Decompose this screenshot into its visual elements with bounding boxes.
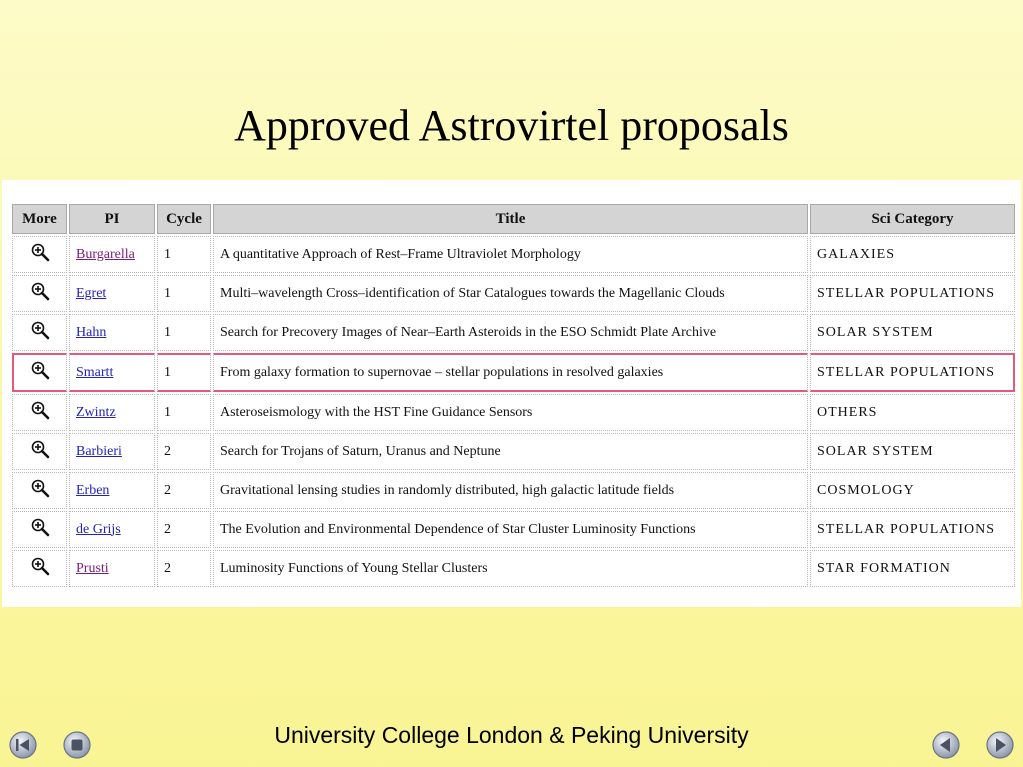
previous-slide-icon[interactable] (931, 730, 961, 760)
zoom-in-icon[interactable] (30, 360, 50, 385)
cycle-cell: 1 (157, 353, 211, 392)
title-cell: Luminosity Functions of Young Stellar Clusters (213, 550, 808, 587)
title-cell: A quantitative Approach of Rest–Frame Ultraviolet Morphology (213, 236, 808, 273)
pi-cell (69, 314, 155, 351)
zoom-in-icon[interactable] (30, 281, 50, 306)
proposals-panel (2, 180, 1021, 607)
sci-category-cell: SOLAR SYSTEM (810, 314, 1015, 351)
pi-link[interactable]: Erben (76, 482, 110, 498)
title-cell: Gravitational lensing studies in randomly distributed, high galactic latitude fields (213, 472, 808, 509)
more-cell (12, 511, 67, 548)
table-row (12, 511, 1015, 548)
more-cell (12, 236, 67, 273)
pi-cell (69, 394, 155, 431)
table-body (12, 236, 1015, 587)
zoom-in-icon[interactable] (30, 242, 50, 267)
more-cell (12, 472, 67, 509)
pi-cell (69, 511, 155, 548)
zoom-in-icon[interactable] (30, 517, 50, 542)
pi-cell (69, 275, 155, 312)
end-show-icon[interactable] (62, 730, 92, 760)
sci-category-cell: GALAXIES (810, 236, 1015, 273)
footer-text: University College London & Peking University (274, 722, 749, 748)
pi-link[interactable]: Smartt (76, 364, 114, 380)
cycle-cell: 1 (157, 275, 211, 312)
more-cell (12, 314, 67, 351)
next-slide-icon[interactable] (985, 730, 1015, 760)
cycle-cell: 1 (157, 236, 211, 273)
pi-link[interactable]: Hahn (76, 324, 107, 340)
table-row (12, 236, 1015, 273)
header-more: More (12, 204, 67, 234)
table-row (12, 550, 1015, 587)
sci-category-cell: STELLAR POPULATIONS (810, 275, 1015, 312)
pi-link[interactable]: de Grijs (76, 521, 121, 537)
title-cell: From galaxy formation to supernovae – stellar populations in resolved galaxies (213, 353, 808, 392)
more-cell (12, 275, 67, 312)
sci-category-cell: COSMOLOGY (810, 472, 1015, 509)
sci-category-cell: SOLAR SYSTEM (810, 433, 1015, 470)
pi-cell (69, 550, 155, 587)
cycle-cell: 2 (157, 511, 211, 548)
header-title: Title (213, 204, 808, 234)
zoom-in-icon[interactable] (30, 556, 50, 581)
pi-link[interactable]: Zwintz (76, 404, 116, 420)
sci-category-cell: STELLAR POPULATIONS (810, 511, 1015, 548)
zoom-in-icon[interactable] (30, 439, 50, 464)
pi-link[interactable]: Egret (76, 285, 107, 301)
table-row (12, 314, 1015, 351)
proposals-table (10, 202, 1017, 589)
sci-category-cell: STELLAR POPULATIONS (810, 353, 1015, 392)
table-row (12, 353, 1015, 392)
sci-category-cell: OTHERS (810, 394, 1015, 431)
slide-title: Approved Astrovirtel proposals (234, 101, 789, 150)
zoom-in-icon[interactable] (30, 320, 50, 345)
pi-cell (69, 472, 155, 509)
pi-cell (69, 353, 155, 392)
pi-link[interactable]: Prusti (76, 560, 109, 576)
table-header-row (12, 204, 1015, 234)
more-cell (12, 550, 67, 587)
first-slide-icon[interactable] (8, 730, 38, 760)
pi-cell (69, 236, 155, 273)
cycle-cell: 2 (157, 472, 211, 509)
more-cell (12, 433, 67, 470)
header-sci-category: Sci Category (810, 204, 1015, 234)
more-cell (12, 394, 67, 431)
table-row (12, 275, 1015, 312)
header-pi: PI (69, 204, 155, 234)
header-cycle: Cycle (157, 204, 211, 234)
title-cell: Multi–wavelength Cross–identification of Star Catalogues towards the Magellanic Clouds (213, 275, 808, 312)
title-cell: Search for Precovery Images of Near–Earth Asteroids in the ESO Schmidt Plate Archive (213, 314, 808, 351)
cycle-cell: 1 (157, 314, 211, 351)
zoom-in-icon[interactable] (30, 400, 50, 425)
title-cell: Asteroseismology with the HST Fine Guidance Sensors (213, 394, 808, 431)
zoom-in-icon[interactable] (30, 478, 50, 503)
cycle-cell: 2 (157, 433, 211, 470)
title-cell: The Evolution and Environmental Dependence of Star Cluster Luminosity Functions (213, 511, 808, 548)
pi-link[interactable]: Burgarella (76, 246, 135, 262)
sci-category-cell: STAR FORMATION (810, 550, 1015, 587)
title-cell: Search for Trojans of Saturn, Uranus and Neptune (213, 433, 808, 470)
pi-link[interactable]: Barbieri (76, 443, 122, 459)
table-row (12, 472, 1015, 509)
pi-cell (69, 433, 155, 470)
cycle-cell: 2 (157, 550, 211, 587)
table-row (12, 394, 1015, 431)
table-row (12, 433, 1015, 470)
cycle-cell: 1 (157, 394, 211, 431)
more-cell (12, 353, 67, 392)
